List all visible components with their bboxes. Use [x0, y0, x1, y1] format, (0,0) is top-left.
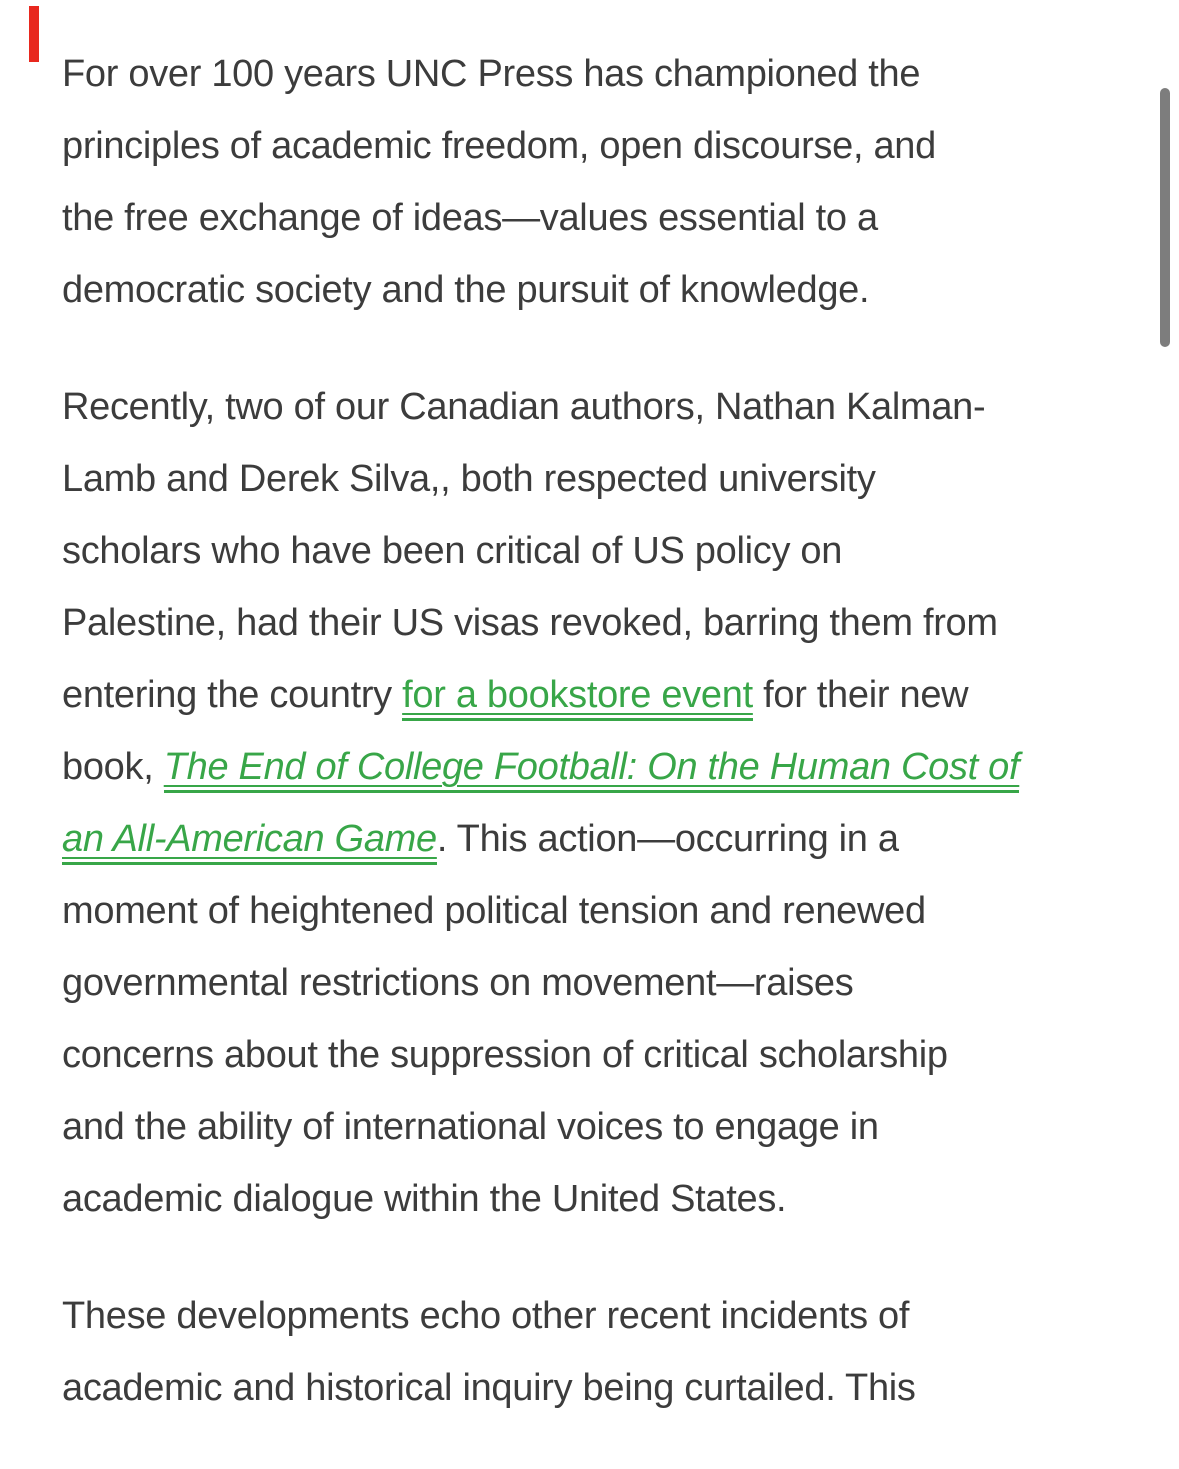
- text-run: Palestine, had their US visas revoked, barring them from: [62, 602, 998, 644]
- text-line: [62, 587, 1122, 659]
- text-line: [62, 38, 1122, 110]
- text-line: [62, 875, 1122, 947]
- text-run: entering the country: [62, 674, 403, 716]
- text-line: [62, 1280, 1122, 1352]
- paragraph: [62, 38, 1122, 326]
- red-edge-marker: [29, 6, 39, 62]
- article-body: [62, 0, 1122, 1469]
- book-title-link[interactable]: The End of College Football: On the Human Cost of: [164, 746, 1020, 793]
- text-run: moment of heightened political tension and renewed: [62, 890, 926, 932]
- bookstore-event-link[interactable]: for a bookstore event: [402, 674, 753, 721]
- text-line: [62, 371, 1122, 443]
- text-run: Recently, two of our Canadian authors, Nathan Kalman-: [62, 386, 986, 428]
- text-run: concerns about the suppression of critical scholarship: [62, 1034, 948, 1076]
- text-run: governmental restrictions on movement—raises: [62, 962, 854, 1004]
- text-run: Lamb and Derek Silva,, both respected university: [62, 458, 876, 500]
- text-run: democratic society and the pursuit of knowledge.: [62, 269, 870, 311]
- text-line: [62, 1091, 1122, 1163]
- text-run: For over 100 years UNC Press has championed the: [62, 53, 921, 95]
- text-run: principles of academic freedom, open discourse, and: [62, 125, 936, 167]
- text-run: and the ability of international voices to engage in: [62, 1106, 879, 1148]
- text-line: [62, 659, 1122, 731]
- text-line: [62, 254, 1122, 326]
- book-title-link[interactable]: an All-American Game: [62, 818, 437, 865]
- scrollbar-thumb[interactable]: [1160, 88, 1170, 347]
- text-line: [62, 947, 1122, 1019]
- text-run: scholars who have been critical of US policy on: [62, 530, 843, 572]
- paragraph: [62, 371, 1122, 1235]
- text-run: These developments echo other recent incidents of: [62, 1295, 910, 1337]
- text-line: [62, 110, 1122, 182]
- text-run: academic and historical inquiry being curtailed. This: [62, 1367, 916, 1409]
- text-run: the free exchange of ideas—values essential to a: [62, 197, 878, 239]
- text-run: for their new: [752, 674, 969, 716]
- text-run: book,: [62, 746, 164, 788]
- text-line: [62, 731, 1122, 803]
- text-run: . This action—occurring in a: [436, 818, 899, 860]
- text-line: [62, 803, 1122, 875]
- paragraph: [62, 1280, 1122, 1424]
- text-line: [62, 182, 1122, 254]
- text-line: [62, 515, 1122, 587]
- text-line: [62, 443, 1122, 515]
- text-run: academic dialogue within the United States.: [62, 1178, 787, 1220]
- text-line: [62, 1019, 1122, 1091]
- text-line: [62, 1352, 1122, 1424]
- text-line: [62, 1163, 1122, 1235]
